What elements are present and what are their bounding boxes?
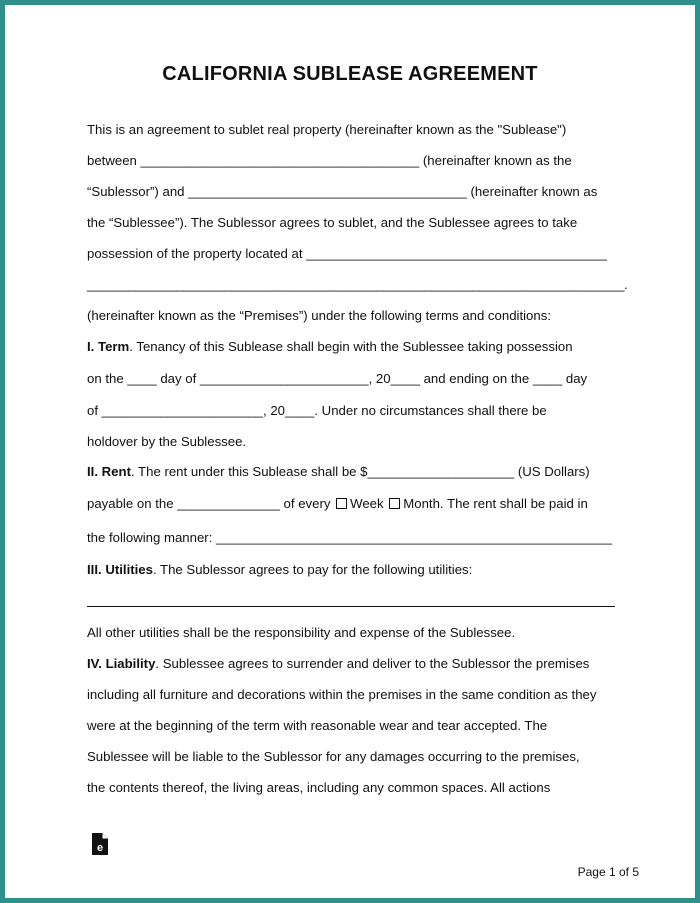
intro-line-3: “Sublessor”) and ______________________________________ (hereinafter known as (87, 184, 598, 199)
intro-line-1: This is an agreement to sublet real property (hereinafter known as the "Sublease") (87, 122, 567, 137)
intro-line-6: ______________________________________________________________________________. (87, 277, 628, 292)
rent-line-2 (87, 496, 617, 512)
term-heading: I. Term (87, 339, 130, 354)
utilities-line-1 (87, 562, 617, 578)
document-page (5, 5, 695, 898)
month-label: Month. The rent shall be paid in (403, 496, 588, 511)
rent-line-1 (87, 464, 617, 480)
rent-heading: II. Rent (87, 464, 131, 479)
term-line-2: on the ____ day of _______________________, 20____ and ending on the ____ day (87, 371, 588, 386)
month-checkbox[interactable] (389, 498, 400, 509)
liability-line-5: the contents thereof, the living areas, including any common spaces. All actions (87, 780, 551, 795)
utilities-line-2: All other utilities shall be the responsibility and expense of the Sublessee. (87, 625, 516, 640)
intro-line-7: (hereinafter known as the “Premises”) under the following terms and conditions: (87, 308, 551, 323)
term-line-1 (87, 339, 617, 355)
intro-line-5: possession of the property located at _________________________________________ (87, 246, 607, 261)
intro-line-4: the “Sublessee”). The Sublessor agrees to sublet, and the Sublessee agrees to take (87, 215, 578, 230)
liability-text-1: . Sublessee agrees to surrender and deliver to the Sublessor the premises (155, 656, 590, 671)
intro-line-2: between ______________________________________ (hereinafter known as the (87, 153, 572, 168)
utilities-blank-line[interactable] (87, 606, 615, 607)
rent-text-1: . The rent under this Sublease shall be $____________________ (US Dollars) (130, 464, 590, 479)
term-line-4: holdover by the Sublessee. (87, 434, 247, 449)
document-title: CALIFORNIA SUBLEASE AGREEMENT (162, 63, 538, 85)
rent-line-3: the following manner: ______________________________________________________ (87, 530, 613, 545)
liability-line-2: including all furniture and decorations within the premises in the same condition as they (87, 687, 597, 702)
week-label: Week (350, 496, 384, 511)
liability-line-4: Sublessee will be liable to the Sublessor for any damages occurring to the premises, (87, 749, 580, 764)
term-line-3: of ______________________, 20____. Under no circumstances shall there be (87, 403, 547, 418)
eforms-logo-icon (91, 832, 109, 856)
liability-line-3: were at the beginning of the term with reasonable wear and tear accepted. The (87, 718, 548, 733)
term-text-1: . Tenancy of this Sublease shall begin with the Sublessee taking possession (129, 339, 573, 354)
week-checkbox[interactable] (336, 498, 347, 509)
page-number: Page 1 of 5 (577, 865, 639, 879)
liability-line-1 (87, 656, 617, 672)
liability-heading: IV. Liability (87, 656, 156, 671)
svg-text:e: e (96, 842, 104, 854)
utilities-heading: III. Utilities (87, 562, 153, 577)
utilities-text-1: . The Sublessor agrees to pay for the following utilities: (152, 562, 473, 577)
rent-text-2: payable on the ______________ of every (87, 496, 331, 511)
